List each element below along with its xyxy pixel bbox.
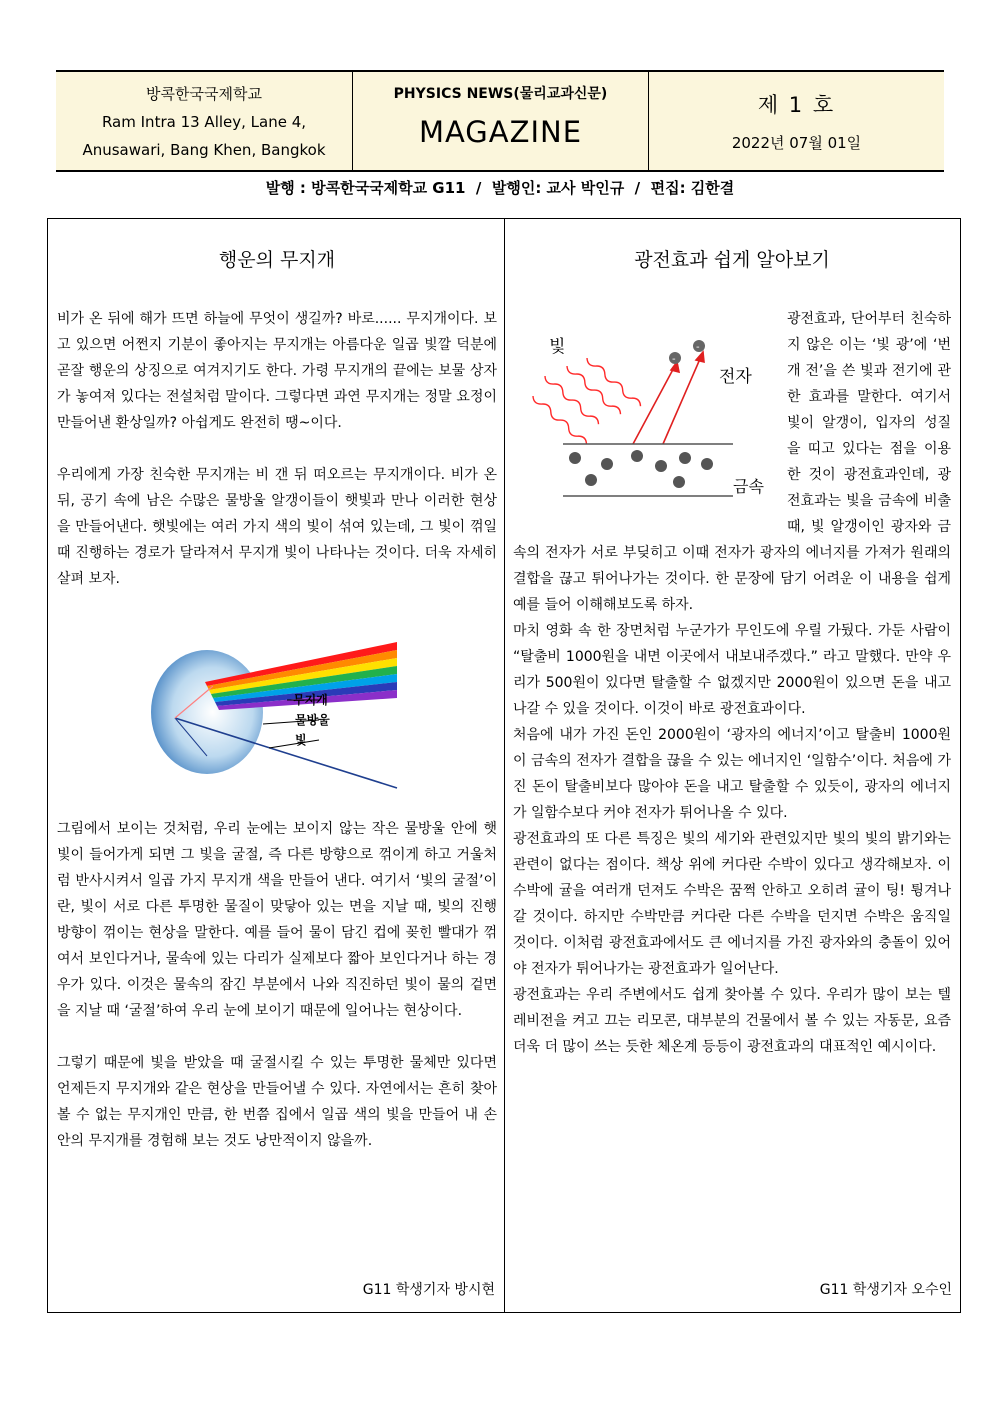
right-article-title: 광전효과 쉽게 알아보기 bbox=[634, 249, 830, 271]
label-light: 빛 bbox=[549, 337, 566, 357]
left-byline: G11 학생기자 방시현 bbox=[362, 1282, 495, 1298]
issue-number: 제 1 호 bbox=[757, 93, 836, 117]
left-paragraph-1: 비가 온 뒤에 해가 뜨면 하늘에 무엇이 생길까? 바로...... 무지개이다. 보고 있으면 어쩐지 기분이 좋아지는 무지개는 아름다운 일곱 빛깔 덕분에 곧잘 행운의 상징으로 여겨지기도 한다. 가령 무지개의 끝에는 보물 상자가 놓여져 있다는 전설처럼 말이다. 그렇다면 과연 무지개는 정말 요정이 만들어낸 환상일까? 아쉽게도 완전히 땡~이다. bbox=[57, 311, 497, 431]
publisher-line: 발행 : 방콕한국국제학교 G11 / 발행인: 교사 박인규 / 편집: 김한결 bbox=[265, 179, 735, 197]
incoming-light-waves bbox=[531, 356, 643, 447]
address-line-2: Anusawari, Bang Khen, Bangkok bbox=[82, 141, 326, 159]
school-name: 방콕한국국제학교 bbox=[146, 85, 262, 103]
right-paragraph-3: 처음에 내가 가진 돈인 2000원이 ‘광자의 에너지’이고 탈출비 1000원이 금속의 전자가 결합을 끊을 수 있는 에너지인 ‘일함수’이다. 처음에 가진 돈이 탈출비보다 많아야 돈을 내고 탈출할 수 있듯이, 광자의 에너지가 일함수보다 커야 전자가 튀어나올 수 있다. bbox=[513, 727, 951, 821]
left-article bbox=[57, 240, 497, 1154]
left-paragraph-4: 그렇기 때문에 빛을 받았을 때 굴절시킬 수 있는 투명한 물체만 있다면 언제든지 무지개와 같은 현상을 만들어낼 수 있다. 자연에서는 흔히 찾아볼 수 없는 무지개인 만큼, 한 번쯤 집에서 일곱 색의 빛을 만들어 내 손 안의 무지개를 경험해 보는 것도 낭만적이지 않을까. bbox=[57, 1055, 497, 1149]
column-divider bbox=[504, 218, 505, 1313]
label-metal: 금속 bbox=[733, 477, 764, 496]
svg-text:-: - bbox=[672, 354, 676, 365]
metal-electrons bbox=[569, 450, 713, 488]
address-line-1: Ram Intra 13 Alley, Lane 4, bbox=[101, 113, 307, 131]
right-paragraph-1 bbox=[513, 306, 951, 618]
ejected-electron-arrows bbox=[633, 352, 704, 444]
photoelectric-figure bbox=[513, 306, 775, 526]
label-rainbow: 무지개 bbox=[293, 693, 328, 707]
school-info bbox=[56, 72, 353, 170]
right-article bbox=[513, 240, 951, 1060]
right-paragraph-4: 광전효과의 또 다른 특징은 빛의 세기와 관련있지만 빛의 빛의 밝기와는 관련이 없다는 점이다. 책상 위에 커다란 수박이 있다고 생각해보자. 이 수박에 귤을 여러개 던져도 수박은 꿈쩍 안하고 오히려 귤이 팅! 튕겨나갈 것이다. 하지만 수박만큼 커다란 다른 수박을 던지면 수박은 움직일 것이다. 이처럼 광전효과에서도 큰 에너지를 가진 광자와의 충돌이 있어야 전자가 튀어나가는 광전효과가 일어난다. bbox=[513, 831, 951, 977]
paper-name: PHYSICS NEWS(물리교과신문) bbox=[393, 86, 608, 102]
issue-date: 2022년 07월 01일 bbox=[731, 134, 862, 152]
label-droplet: 물방울 bbox=[295, 713, 330, 727]
left-paragraph-3: 그림에서 보이는 것처럼, 우리 눈에는 보이지 않는 작은 물방울 안에 햇빛이 들어가게 되면 그 빛을 굴절, 즉 다른 방향으로 꺾이게 하고 거울처럼 반사시켜서 일곱 가지 무지개 색을 만들어 낸다. 여기서 ‘빛의 굴절’이란, 빛이 서로 다른 투명한 물질이 맞닿아 있는 면을 지날 때, 빛의 진행 방향이 꺾이는 현상을 말한다. 예를 들어 물이 담긴 컵에 꽂힌 빨대가 꺾여서 보인다거나, 물속에 있는 다리가 실제보다 짧아 보인다거나 하는 경우가 있다. 이것은 물속의 잠긴 부분에서 나와 직진하던 빛이 물의 겉면을 지날 때 ‘굴절’하여 우리 눈에 보이기 때문에 일어나는 현상이다. bbox=[57, 821, 497, 1019]
masthead bbox=[56, 70, 944, 172]
svg-text:-: - bbox=[696, 342, 700, 353]
right-byline: G11 학생기자 오수인 bbox=[819, 1282, 952, 1298]
rainbow-droplet-figure bbox=[57, 620, 497, 794]
label-electron: 전자 bbox=[719, 367, 752, 387]
right-paragraph-1-text: 광전효과, 단어부터 친숙하지 않은 이는 ‘빛 광’에 ‘번개 전’을 쓴 빛과 전기에 관한 효과를 말한다. 여기서 빛이 알갱이, 입자의 성질을 띠고 있다는 점을 이용한 것이 광전효과인데, 광전효과는 빛을 금속에 비출 때, 빛 알갱이인 광자와 금속의 전자가 서로 부딪히고 이때 전자가 광자의 에너지를 가져가 원래의 결합을 끊고 튀어나가는 것이다. 한 문장에 담기 어려운 이 내용을 쉽게 예를 들어 이해해보도록 하자. bbox=[513, 311, 951, 613]
left-paragraph-2: 우리에게 가장 친숙한 무지개는 비 갠 뒤 떠오르는 무지개이다. 비가 온 뒤, 공기 속에 남은 수많은 물방울 알갱이들이 햇빛과 만나 이러한 현상을 만들어낸다. 햇빛에는 여러 가지 색의 빛이 섞여 있는데, 그 빛이 꺾일 때 진행하는 경로가 달라져서 무지개 빛이 나타나는 것이다. 더욱 자세히 살펴 보자. bbox=[57, 467, 497, 587]
right-paragraph-2: 마치 영화 속 한 장면처럼 누군가가 무인도에 우릴 가뒀다. 가둔 사람이 “탈출비 1000원을 내면 이곳에서 내보내주겠다.” 라고 말했다. 만약 우리가 500원이 있다면 탈출할 수 없겠지만 2000원이 있으면 돈을 내고 나갈 수 있을 것이다. 이것이 바로 광전효과이다. bbox=[513, 623, 951, 717]
right-paragraph-5: 광전효과는 우리 주변에서도 쉽게 찾아볼 수 있다. 우리가 많이 보는 텔레비전을 켜고 끄는 리모콘, 대부분의 건물에서 볼 수 있는 자동문, 요즘 더욱 더 많이 쓰는 듯한 체온계 등등이 광전효과의 대표적인 예시이다. bbox=[513, 987, 951, 1055]
paper-title-block bbox=[353, 72, 649, 170]
left-article-title: 행운의 무지개 bbox=[218, 249, 336, 271]
label-light: 빛 bbox=[295, 733, 307, 747]
metal-surface bbox=[563, 444, 733, 496]
magazine-title: MAGAZINE bbox=[418, 115, 583, 149]
issue-info bbox=[649, 72, 944, 170]
